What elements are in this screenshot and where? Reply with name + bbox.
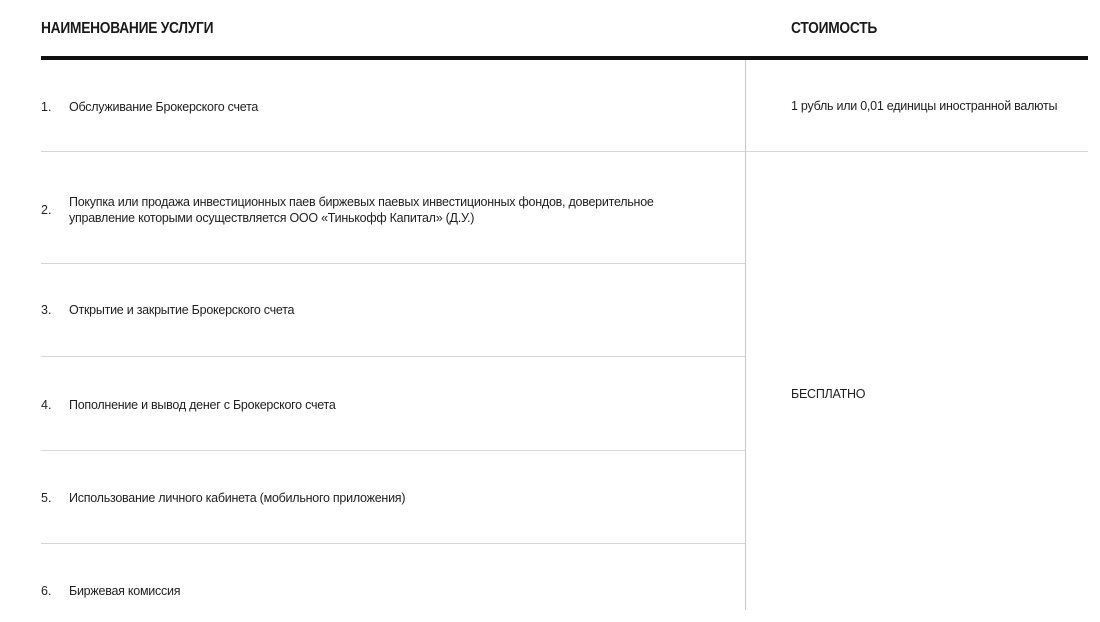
service-name: Обслуживание Брокерского счета [69, 100, 259, 114]
table-row [41, 581, 745, 601]
service-name: Покупка или продажа инвестиционных паев биржевых паевых инвестиционных фондов, доверительное управление которыми осуществляется ООО «Тинькофф Капитал» (Д.У.) [69, 195, 654, 225]
service-column-header: НАИМЕНОВАНИЕ УСЛУГИ [41, 20, 214, 37]
service-name: Биржевая комиссия [69, 584, 181, 598]
row-divider [41, 151, 745, 152]
column-divider [745, 60, 746, 610]
cost-value-account-service: 1 рубль или 0,01 единицы иностранной валюты [791, 99, 1058, 113]
table-row [41, 488, 745, 508]
service-name: Открытие и закрытие Брокерского счета [69, 303, 295, 317]
row-number: 1. [41, 100, 52, 114]
table-row [41, 192, 745, 228]
table-row [41, 395, 745, 415]
row-divider [41, 450, 745, 451]
row-number: 4. [41, 398, 52, 412]
row-number: 5. [41, 491, 52, 505]
row-divider [41, 356, 745, 357]
row-divider [41, 543, 745, 544]
cost-column-header: СТОИМОСТЬ [791, 20, 877, 37]
service-name: Пополнение и вывод денег с Брокерского счета [69, 398, 336, 412]
cost-value-free: БЕСПЛАТНО [791, 387, 866, 401]
row-number: 6. [41, 584, 52, 598]
row-number: 2. [41, 203, 52, 217]
row-divider-cost [746, 151, 1088, 152]
table-row [41, 300, 745, 320]
row-number: 3. [41, 303, 52, 317]
service-name: Использование личного кабинета (мобильного приложения) [69, 491, 406, 505]
table-row [41, 97, 745, 117]
header-rule [41, 56, 1088, 60]
row-divider [41, 263, 745, 264]
